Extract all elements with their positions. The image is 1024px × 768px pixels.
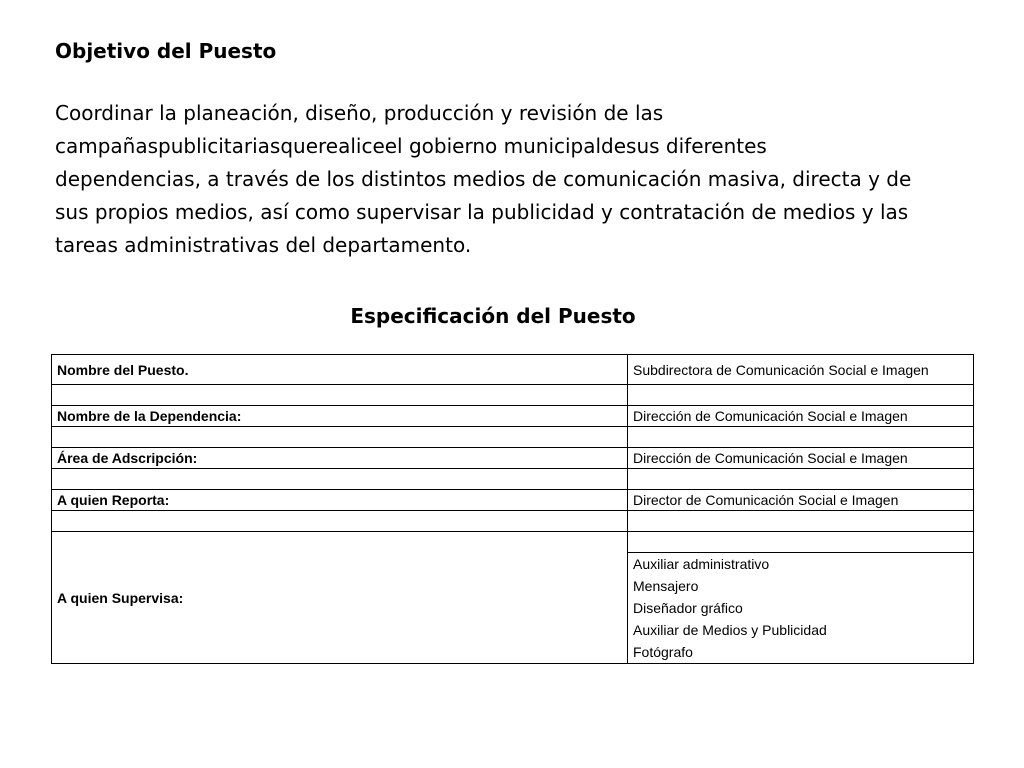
empty-cell bbox=[52, 511, 628, 532]
table-spacer-row bbox=[52, 511, 974, 532]
table-row-supervisa bbox=[52, 532, 974, 553]
dependencia-label: Nombre de la Dependencia: bbox=[52, 406, 628, 427]
reporta-value: Director de Comunicación Social e Imagen bbox=[628, 490, 974, 511]
table-spacer-row bbox=[52, 469, 974, 490]
empty-cell bbox=[52, 385, 628, 406]
dependencia-value: Dirección de Comunicación Social e Imagen bbox=[628, 406, 974, 427]
table-spacer-row bbox=[52, 385, 974, 406]
adscripcion-label: Área de Adscripción: bbox=[52, 448, 628, 469]
empty-cell bbox=[628, 427, 974, 448]
table-spacer-row bbox=[52, 427, 974, 448]
list-item: Fotógrafo bbox=[633, 644, 693, 660]
objective-paragraph bbox=[55, 97, 955, 262]
table-row-puesto bbox=[52, 355, 974, 385]
specification-heading: Especificación del Puesto bbox=[350, 304, 636, 328]
puesto-label: Nombre del Puesto. bbox=[52, 355, 628, 385]
list-item: Diseñador gráfico bbox=[633, 600, 743, 616]
objective-line: dependencias, a través de los distintos medios de comunicación masiva, directa y de bbox=[55, 167, 912, 191]
empty-cell bbox=[628, 532, 974, 553]
empty-cell bbox=[52, 469, 628, 490]
puesto-value: Subdirectora de Comunicación Social e Imagen bbox=[628, 355, 974, 385]
reporta-label: A quien Reporta: bbox=[52, 490, 628, 511]
empty-cell bbox=[628, 469, 974, 490]
list-item: Auxiliar de Medios y Publicidad bbox=[633, 622, 827, 638]
list-item: Mensajero bbox=[633, 578, 699, 594]
list-item: Auxiliar administrativo bbox=[633, 556, 770, 572]
empty-cell bbox=[628, 385, 974, 406]
specification-table bbox=[51, 354, 974, 664]
objective-line: tareas administrativas del departamento. bbox=[55, 233, 472, 257]
empty-cell bbox=[52, 427, 628, 448]
supervised-positions-list bbox=[628, 553, 974, 664]
table-row-adscripcion bbox=[52, 448, 974, 469]
objective-heading: Objetivo del Puesto bbox=[55, 39, 277, 63]
adscripcion-value: Dirección de Comunicación Social e Imagen bbox=[628, 448, 974, 469]
table-row-reporta bbox=[52, 490, 974, 511]
objective-line: Coordinar la planeación, diseño, producción y revisión de las bbox=[55, 101, 664, 125]
objective-line: campañaspublicitariasquerealiceel gobierno municipaldesus diferentes bbox=[55, 134, 767, 158]
supervisa-label: A quien Supervisa: bbox=[52, 532, 628, 664]
table-row-dependencia bbox=[52, 406, 974, 427]
empty-cell bbox=[628, 511, 974, 532]
objective-line: sus propios medios, así como supervisar la publicidad y contratación de medios y las bbox=[55, 200, 909, 224]
